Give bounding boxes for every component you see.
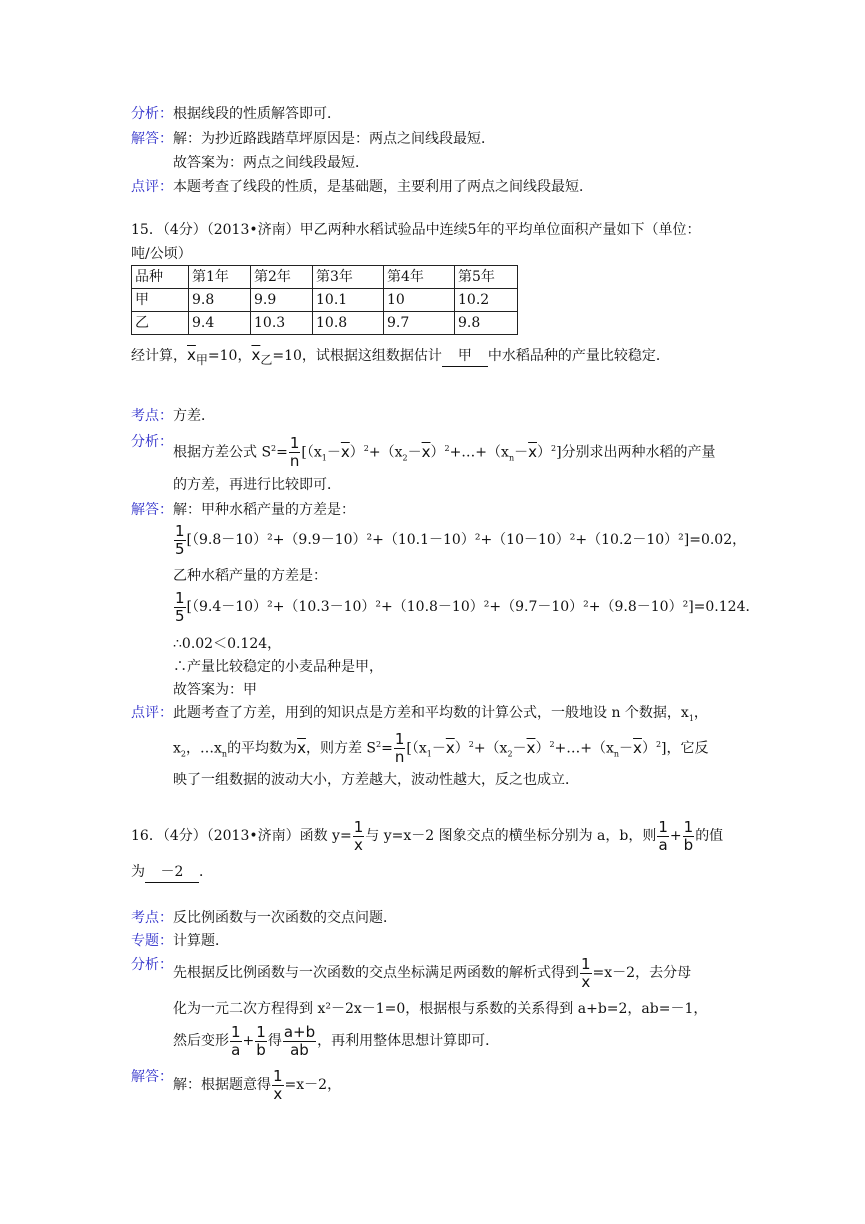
comment-formula: $x_2$，$\dots x_n$的平均数为$\overline{x}$，则方差 $S^2=$ $\frac{1}{n}$ $[(x_1-\overline{x})^2+(x_2-\overline{x})^2+\dots+(x_n-\overline{x})^2]$，它反 [173,730,709,767]
question-stem: 吨/公顷） [131,246,192,262]
answer-label: 解答： [131,1069,173,1085]
answer-label: 解答： [131,131,173,147]
answer-text: 解：根据题意得 $\frac{1}{x}$ =x－2， [173,1066,342,1103]
answer-text: 故答案为：两点之间线段最短． [173,155,369,171]
table-header-row [132,266,518,289]
question-stem: 为 －2 ． [131,862,213,883]
answer-text: ∴产量比较稳定的小麦品种是甲， [173,659,383,675]
table-header: 第1年 [189,266,251,289]
analysis-label: 分析： [131,957,173,973]
answer-blank: 甲 [442,346,488,367]
comment-label: 点评： [131,705,173,721]
table-cell: 9.9 [251,289,313,312]
answer-blank: －2 [145,862,199,883]
answer-text: 解：为抄近路践踏草坪原因是：两点之间线段最短． [173,131,495,147]
table-header: 第2年 [251,266,313,289]
table-header: 第3年 [313,266,384,289]
table-cell: 10.8 [313,312,384,335]
table-cell: 9.7 [384,312,455,335]
table-row [132,312,518,335]
table-cell: 9.4 [189,312,251,335]
analysis-label: 分析： [131,106,173,122]
analysis-text: 化为一元二次方程得到 x²－2x－1=0，根据根与系数的关系得到 a+b=2，ab=－1， [173,1001,708,1017]
table-row [132,289,518,312]
answer-text: ∴0.02＜0.124， [173,636,282,652]
question-stem: 16．（4分）（2013•济南）函数 y= $\frac{1}{x}$ 与 y=x－2 图象交点的横坐标分别为 a，b，则 $\frac{1}{a}$ + $\frac{1}{b}$ 的值 [131,817,724,854]
comment-text: 本题考查了线段的性质，是基础题，主要利用了两点之间线段最短． [173,179,593,195]
table-cell: 10.3 [251,312,313,335]
table-header: 品种 [132,266,189,289]
table-header: 第5年 [455,266,518,289]
zhuanti-label: 专题： [131,933,173,949]
table-cell: 10.1 [313,289,384,312]
data-table [131,265,518,335]
variance-yi: $\frac{1}{5}$ [（9.4－10）²+（10.3－10）²+（10.8－10）²+（9.7－10）²+（9.8－10）²]=0.124． [175,588,760,625]
question-stem: 15．（4分）（2013•济南）甲乙两种水稻试验品中连续5年的平均单位面积产量如下（单位： [131,222,701,238]
table-cell: 9.8 [189,289,251,312]
answer-text: 解：甲种水稻产量的方差是： [173,502,355,518]
kaodian-text: 方差． [173,408,215,424]
table-cell: 乙 [132,312,189,335]
table-cell: 10 [384,289,455,312]
variance-formula: 根据方差公式 $S^2=$ $\frac{1}{n}$ $[(x_1-\overline{x})^2+(x_2-\overline{x})^2+\dots+(x_n-\overline{x})^2]$分别求出两种水稻的产量 [173,434,716,471]
answer-text: 乙种水稻产量的方差是： [173,568,327,584]
comment-text: 映了一组数据的波动大小，方差越大，波动性越大，反之也成立． [173,772,579,788]
table-cell: 9.8 [455,312,518,335]
analysis-text: 先根据反比例函数与一次函数的交点坐标满足两函数的解析式得到 $\frac{1}{x}$ =x－2，去分母 [173,954,692,991]
variance-jia: $\frac{1}{5}$ [（9.8－10）²+（9.9－10）²+（10.1－10）²+（10－10）²+（10.2－10）²]=0.02， [175,521,747,558]
analysis-label: 分析： [131,434,173,450]
answer-text: 故答案为：甲 [173,682,257,698]
comment-label: 点评： [131,179,173,195]
comment-text: 此题考查了方差，用到的知识点是方差和平均数的计算公式，一般地设 n 个数据，$x_1$， [173,705,708,723]
table-header: 第4年 [384,266,455,289]
analysis-text: 然后变形 $\frac{1}{a}$ + $\frac{1}{b}$ 得 $\frac{a+b}{ab}$ ，再利用整体思想计算即可． [173,1022,500,1059]
kaodian-label: 考点： [131,910,173,926]
answer-label: 解答： [131,502,173,518]
kaodian-label: 考点： [131,408,173,424]
table-cell: 甲 [132,289,189,312]
kaodian-text: 反比例函数与一次函数的交点问题． [173,910,397,926]
analysis-text: 的方差，再进行比较即可． [173,477,341,493]
zhuanti-text: 计算题． [173,933,229,949]
table-cell: 10.2 [455,289,518,312]
analysis-text: 根据线段的性质解答即可． [173,106,341,122]
calc-line: 经计算，$\overline{x}_甲=10$，$\overline{x}_乙=10$，试根据这组数据估计 甲 中水稻品种的产量比较稳定． [131,346,670,367]
